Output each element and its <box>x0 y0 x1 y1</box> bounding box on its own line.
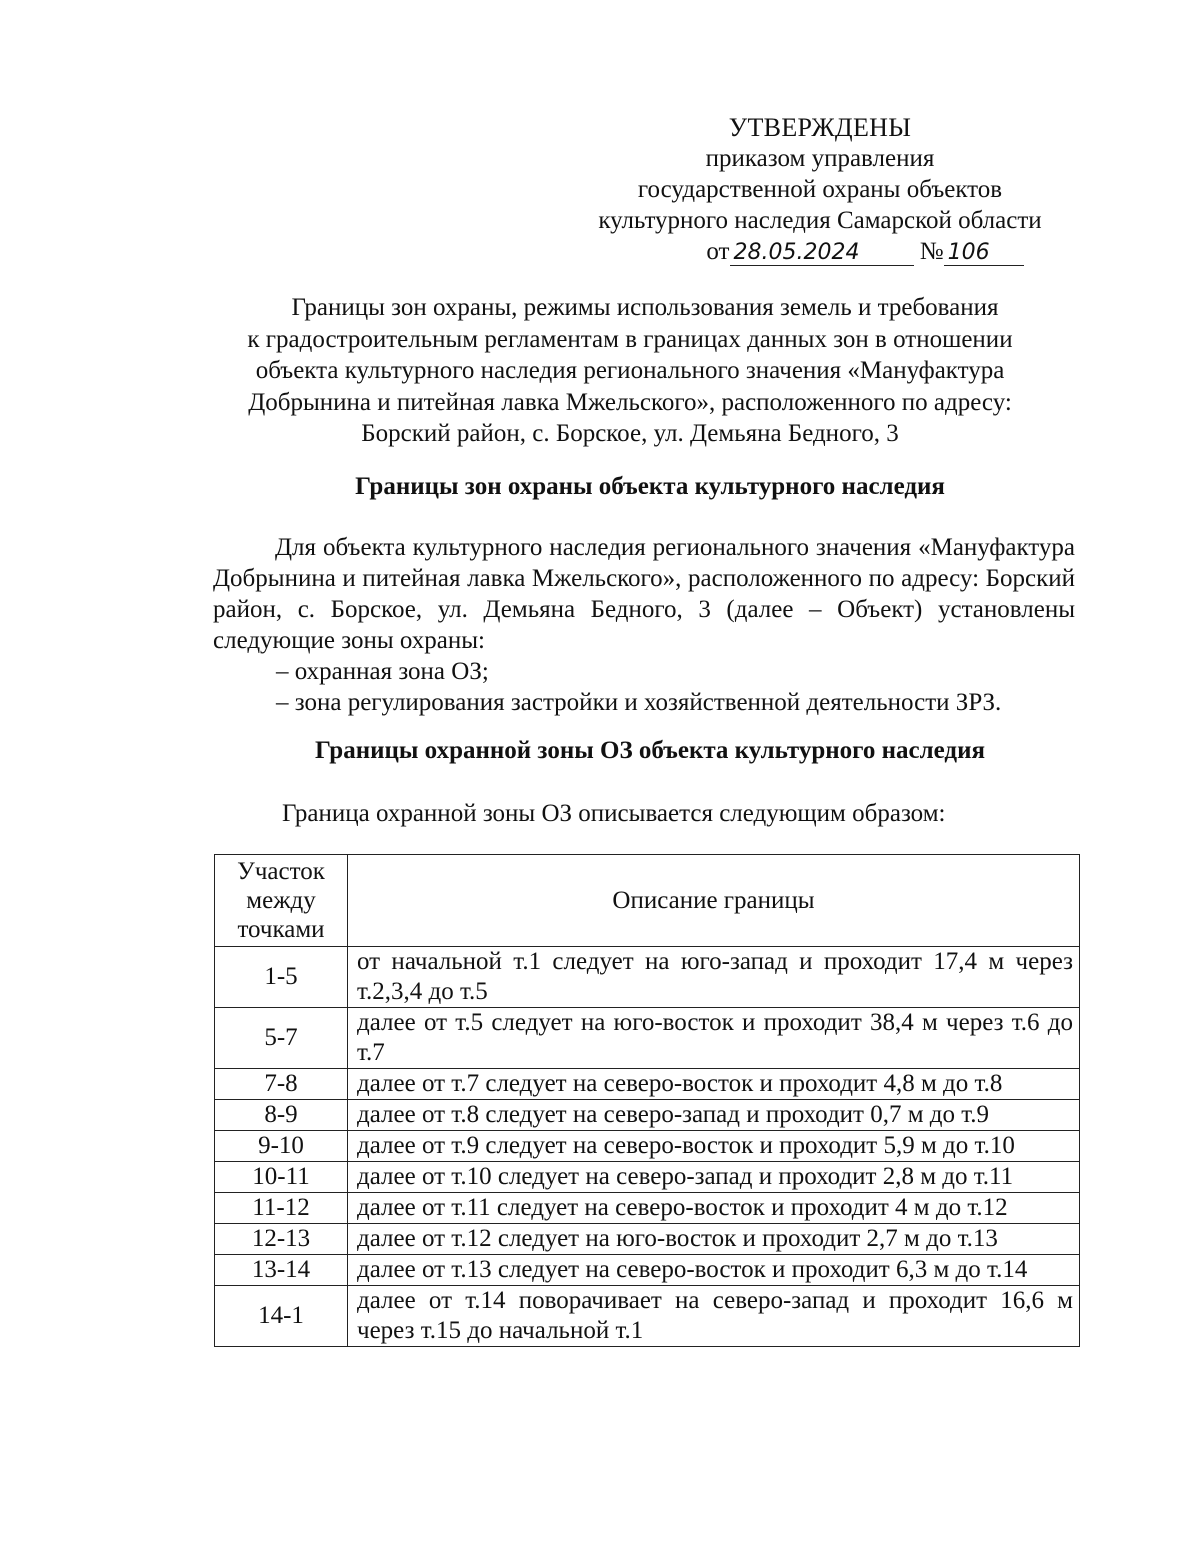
table-row <box>215 1255 1080 1286</box>
table-row <box>215 1008 1080 1069</box>
description-cell: далее от т.9 следует на северо-восток и проходит 5,9 м до т.10 <box>348 1131 1080 1162</box>
segment-cell: 9-10 <box>215 1131 348 1162</box>
title-line-1: Границы зон охраны, режимы использования земель и требования <box>291 294 999 321</box>
description-cell: далее от т.8 следует на северо-запад и проходит 0,7 м до т.9 <box>348 1100 1080 1131</box>
table-header-row <box>215 855 1080 947</box>
table-row <box>215 1100 1080 1131</box>
boundary-table <box>214 854 1080 1347</box>
title-line-2: к градостроительным регламентам в границах данных зон в отношении <box>247 325 1013 353</box>
table-row <box>215 1193 1080 1224</box>
description-cell: далее от т.10 следует на северо-запад и проходит 2,8 м до т.11 <box>348 1162 1080 1193</box>
description-cell: далее от т.7 следует на северо-восток и проходит 4,8 м до т.8 <box>348 1069 1080 1100</box>
approval-line-3: культурного наследия Самарской области <box>598 207 1042 234</box>
title-line-3: объекта культурного наследия регионального значения «Мануфактура <box>255 357 1005 384</box>
table-row <box>215 947 1080 1008</box>
section-1-paragraph-text: Для объекта культурного наследия регионального значения «Мануфактура Добрынина и питейная лавка Мжельского», расположенного по адресу: Борский район, с. Борское, ул. Демьяна Бедного, 3 (далее – Объект) установлены следующие зоны охраны: <box>213 534 1075 654</box>
section-1-paragraph <box>213 532 1075 656</box>
approval-date-line <box>560 236 1080 267</box>
table-intro: Граница охранной зоны ОЗ описывается следующим образом: <box>282 800 946 827</box>
segment-cell: 13-14 <box>215 1255 348 1286</box>
zone-list-item-2: – зона регулирования застройки и хозяйственной деятельности ЗРЗ. <box>276 689 1002 716</box>
header-description: Описание границы <box>348 855 1080 947</box>
segment-cell: 11-12 <box>215 1193 348 1224</box>
table-row <box>215 1224 1080 1255</box>
segment-cell: 14-1 <box>215 1286 348 1347</box>
segment-cell: 5-7 <box>215 1008 348 1069</box>
segment-cell: 1-5 <box>215 947 348 1008</box>
number-prefix: № <box>919 238 944 265</box>
title-line-5: Борский район, с. Борское, ул. Демьяна Бедного, 3 <box>361 420 899 447</box>
segment-cell: 10-11 <box>215 1162 348 1193</box>
approval-block <box>560 112 1080 267</box>
segment-cell: 8-9 <box>215 1100 348 1131</box>
date-value: 28.05.2024 <box>730 241 914 266</box>
section-1-heading: Границы зон охраны объекта культурного наследия <box>355 473 945 500</box>
approval-heading: УТВЕРЖДЕНЫ <box>728 113 912 142</box>
approval-line-1: приказом управления <box>705 145 935 172</box>
date-prefix: от <box>706 238 730 265</box>
zone-list-item-1: – охранная зона ОЗ; <box>276 658 489 685</box>
table-row <box>215 1162 1080 1193</box>
table-row <box>215 1286 1080 1347</box>
header-segment-line-2: между <box>246 887 316 914</box>
header-segment-line-3: точками <box>237 916 325 943</box>
number-value: 106 <box>944 241 1024 266</box>
description-cell: далее от т.5 следует на юго-восток и проходит 38,4 м через т.6 до т.7 <box>348 1008 1080 1069</box>
segment-cell: 12-13 <box>215 1224 348 1255</box>
table-row <box>215 1131 1080 1162</box>
description-cell: далее от т.14 поворачивает на северо-запад и проходит 16,6 м через т.15 до начальной т.1 <box>348 1286 1080 1347</box>
table-row <box>215 1069 1080 1100</box>
description-cell: далее от т.11 следует на северо-восток и проходит 4 м до т.12 <box>348 1193 1080 1224</box>
document-title <box>195 292 1065 450</box>
description-cell: далее от т.13 следует на северо-восток и проходит 6,3 м до т.14 <box>348 1255 1080 1286</box>
section-2-heading: Границы охранной зоны ОЗ объекта культурного наследия <box>314 737 986 764</box>
approval-line-2: государственной охраны объектов <box>637 176 1003 203</box>
segment-cell: 7-8 <box>215 1069 348 1100</box>
header-segment-line-1: Участок <box>237 858 325 885</box>
description-cell: далее от т.12 следует на юго-восток и проходит 2,7 м до т.13 <box>348 1224 1080 1255</box>
title-line-4: Добрынина и питейная лавка Мжельского», расположенного по адресу: <box>248 388 1012 416</box>
header-segment <box>215 855 348 947</box>
description-cell: от начальной т.1 следует на юго-запад и проходит 17,4 м через т.2,3,4 до т.5 <box>348 947 1080 1008</box>
